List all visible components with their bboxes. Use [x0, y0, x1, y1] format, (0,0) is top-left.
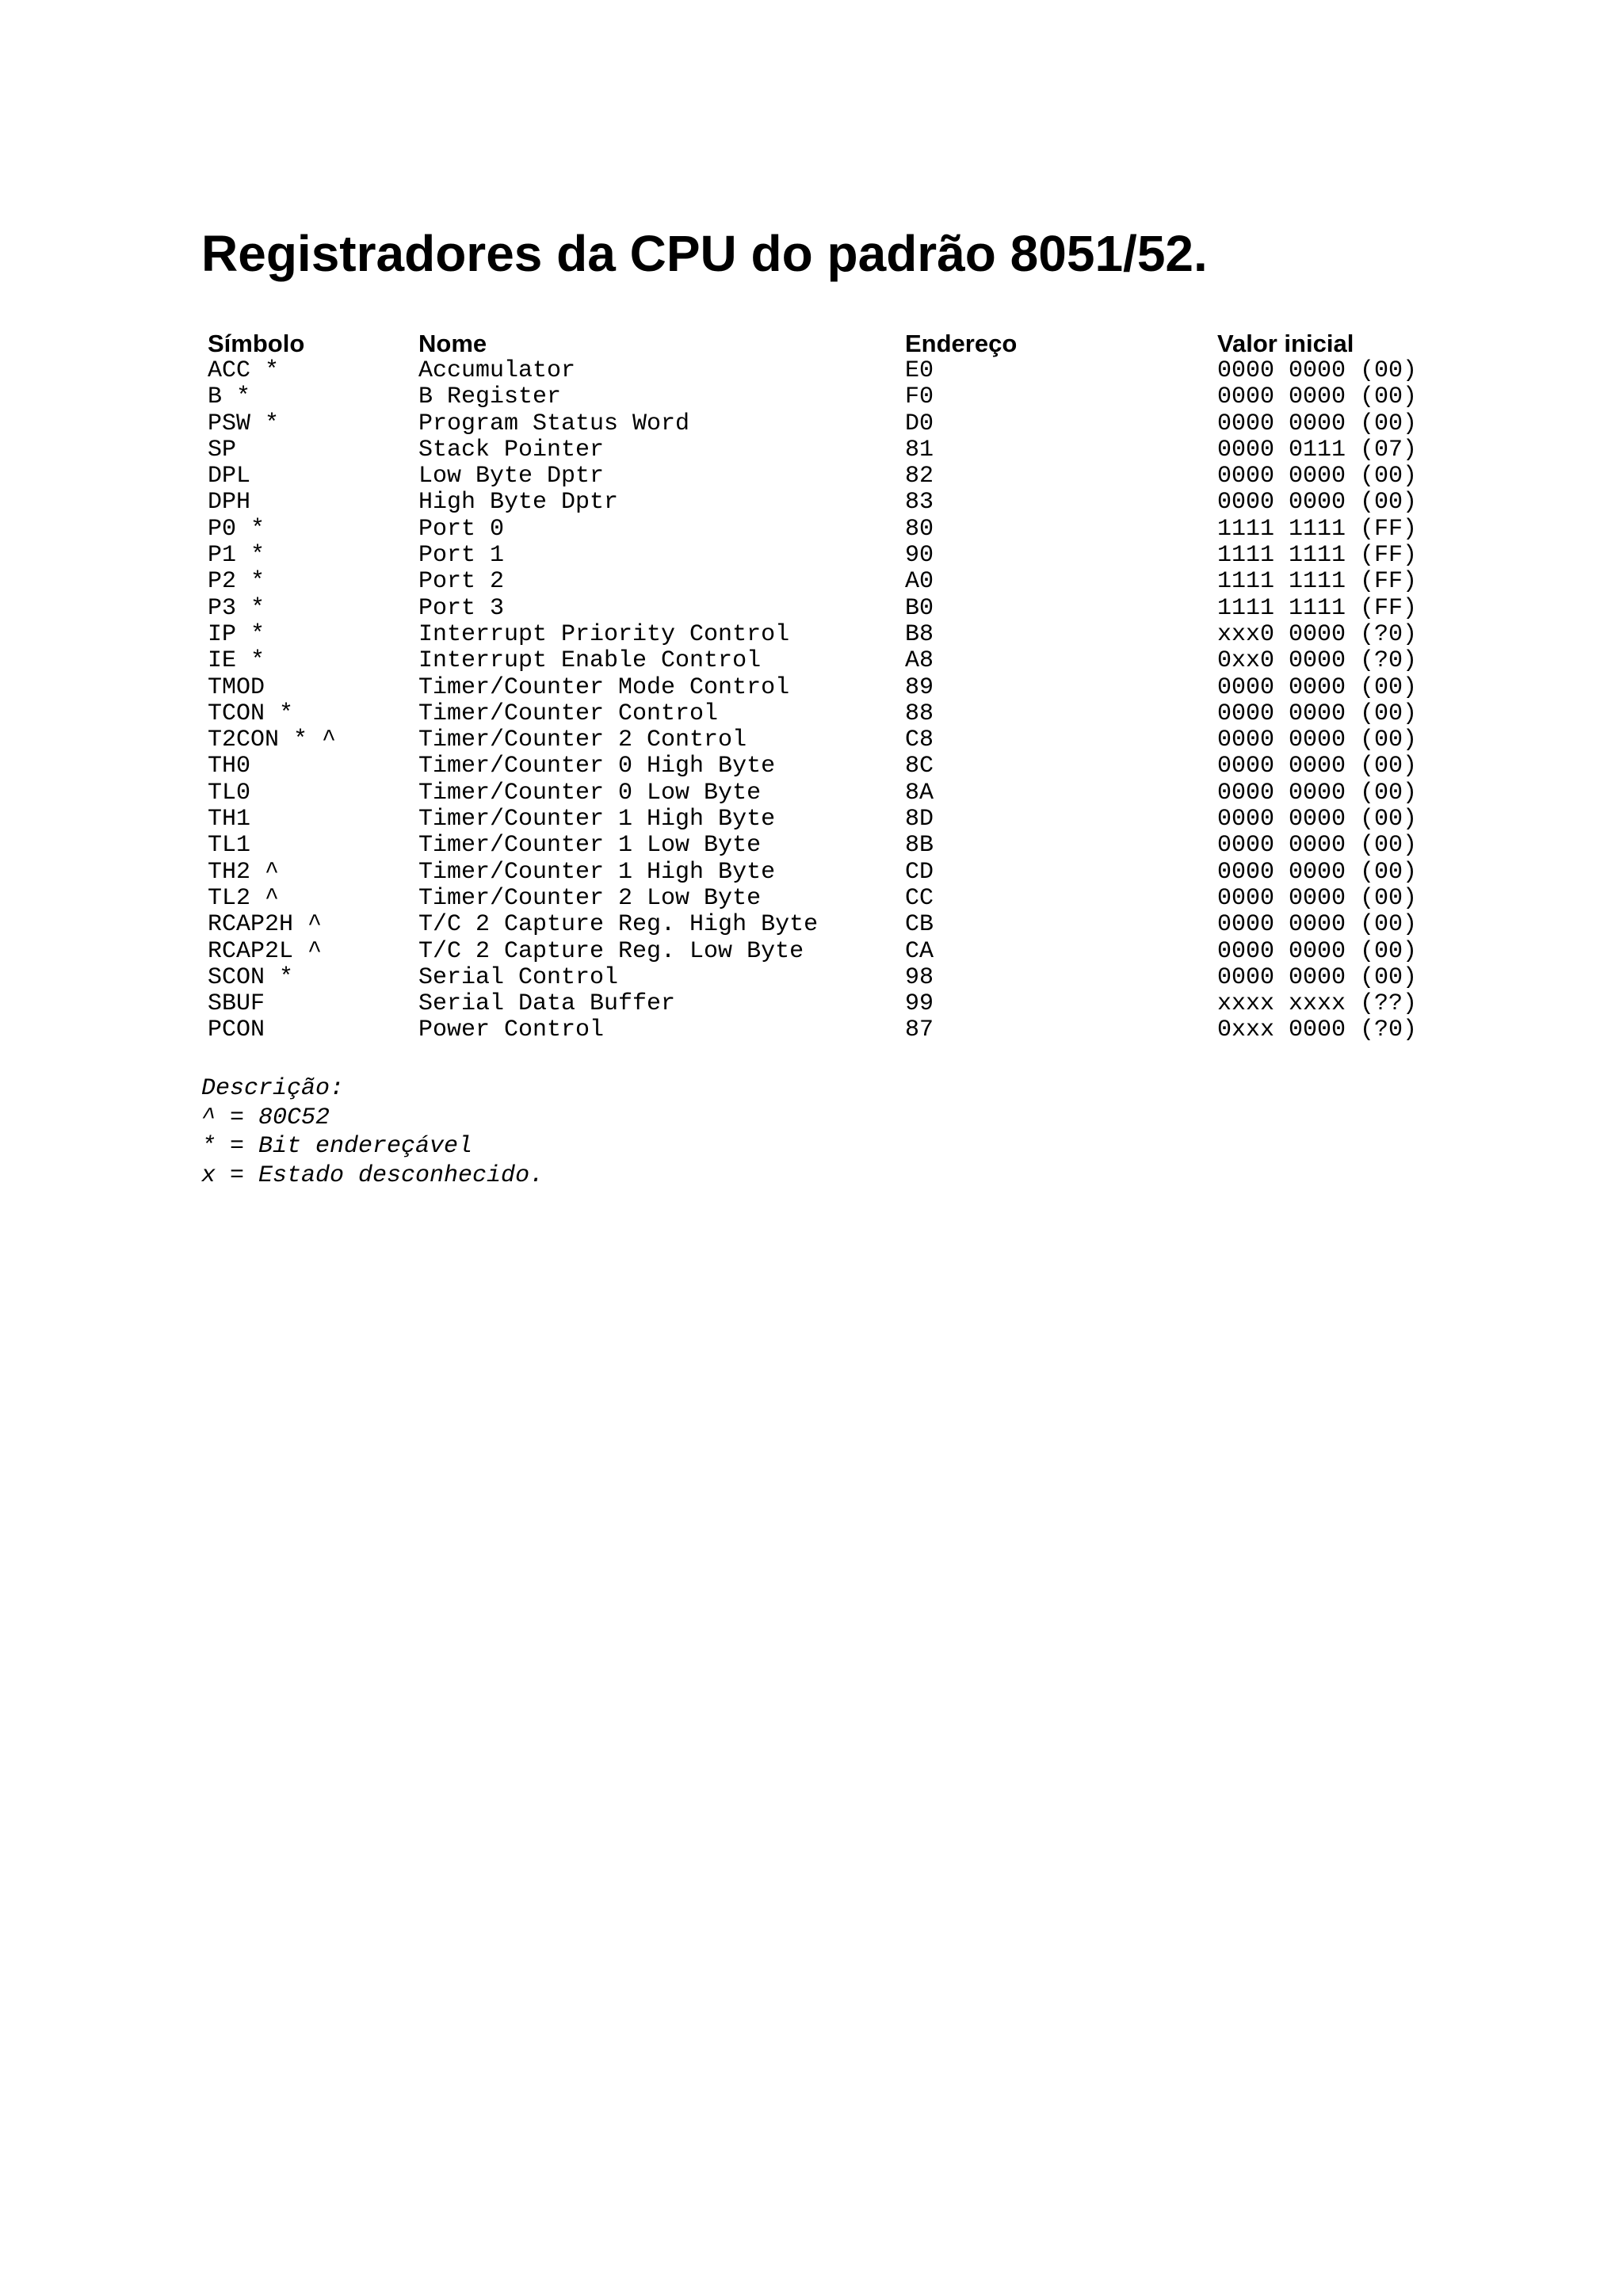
- cell-symbol: DPH: [208, 489, 251, 517]
- cell-address: 83: [905, 489, 934, 517]
- cell-initial-value: 0000 0000 (00): [1217, 911, 1418, 939]
- cell-name: Timer/Counter Control: [418, 700, 719, 727]
- cell-initial-value: 1111 1111 (FF): [1217, 515, 1418, 543]
- table-row: [208, 807, 1455, 833]
- table-row: [208, 860, 1455, 886]
- cell-name: Program Status Word: [418, 410, 690, 437]
- cell-address: 88: [905, 700, 934, 727]
- table-row: [208, 517, 1455, 543]
- cell-initial-value: 0000 0000 (00): [1217, 753, 1418, 780]
- cell-address: 8B: [905, 832, 934, 860]
- cell-symbol: B *: [208, 383, 251, 411]
- cell-symbol: TH0: [208, 753, 251, 780]
- cell-address: 89: [905, 673, 934, 701]
- table-row: [208, 569, 1455, 595]
- table-row: [208, 648, 1455, 674]
- cell-initial-value: 0000 0000 (00): [1217, 832, 1418, 860]
- cell-initial-value: 0000 0000 (00): [1217, 410, 1418, 437]
- cell-symbol: IP *: [208, 620, 265, 648]
- table-row: [208, 463, 1455, 490]
- page-title: Registradores da CPU do padrão 8051/52.: [201, 225, 1208, 282]
- cell-name: Timer/Counter 0 Low Byte: [418, 779, 762, 807]
- cell-initial-value: 0000 0000 (00): [1217, 937, 1418, 965]
- cell-symbol: RCAP2L ^: [208, 937, 323, 965]
- cell-address: E0: [905, 357, 934, 384]
- cell-name: Port 2: [418, 568, 505, 596]
- cell-name: Timer/Counter 1 High Byte: [418, 806, 776, 833]
- cell-symbol: IE *: [208, 647, 265, 675]
- cell-initial-value: 0000 0000 (00): [1217, 357, 1418, 384]
- cell-symbol: TMOD: [208, 673, 265, 701]
- cell-address: 80: [905, 515, 934, 543]
- cell-name: Timer/Counter 2 Control: [418, 727, 747, 754]
- table-row: [208, 1017, 1455, 1043]
- cell-address: 90: [905, 542, 934, 570]
- cell-address: 82: [905, 463, 934, 490]
- cell-symbol: SBUF: [208, 990, 265, 1018]
- table-row: [208, 939, 1455, 965]
- table-header-row: [208, 330, 1455, 358]
- cell-initial-value: 0000 0000 (00): [1217, 383, 1418, 411]
- cell-address: D0: [905, 410, 934, 437]
- cell-symbol: RCAP2H ^: [208, 911, 323, 939]
- cell-initial-value: 0000 0000 (00): [1217, 489, 1418, 517]
- cell-address: B8: [905, 620, 934, 648]
- cell-name: Timer/Counter 2 Low Byte: [418, 884, 762, 912]
- cell-name: Serial Data Buffer: [418, 990, 676, 1018]
- cell-initial-value: 0000 0000 (00): [1217, 806, 1418, 833]
- cell-name: Timer/Counter Mode Control: [418, 673, 790, 701]
- cell-symbol: SP: [208, 436, 237, 463]
- cell-initial-value: 0xx0 0000 (?0): [1217, 647, 1418, 675]
- cell-address: C8: [905, 727, 934, 754]
- cell-initial-value: 0000 0000 (00): [1217, 963, 1418, 991]
- cell-name: Interrupt Enable Control: [418, 647, 762, 675]
- cell-address: 87: [905, 1016, 934, 1044]
- cell-name: B Register: [418, 383, 562, 411]
- cell-name: T/C 2 Capture Reg. High Byte: [418, 911, 819, 939]
- cell-address: CB: [905, 911, 934, 939]
- cell-address: 98: [905, 963, 934, 991]
- cell-symbol: TCON *: [208, 700, 294, 727]
- cell-name: Timer/Counter 1 High Byte: [418, 858, 776, 886]
- cell-symbol: TH2 ^: [208, 858, 280, 886]
- table-row: [208, 411, 1455, 437]
- table-row: [208, 753, 1455, 780]
- cell-initial-value: xxxx xxxx (??): [1217, 990, 1418, 1018]
- cell-symbol: P1 *: [208, 542, 265, 570]
- cell-address: 81: [905, 436, 934, 463]
- table-row: [208, 701, 1455, 727]
- cell-symbol: P0 *: [208, 515, 265, 543]
- cell-address: 8C: [905, 753, 934, 780]
- cell-name: Serial Control: [418, 963, 619, 991]
- table-row: [208, 833, 1455, 859]
- cell-address: 8A: [905, 779, 934, 807]
- cell-name: Port 0: [418, 515, 505, 543]
- cell-symbol: TL1: [208, 832, 251, 860]
- cell-address: 8D: [905, 806, 934, 833]
- table-row: [208, 912, 1455, 938]
- header-address: Endereço: [905, 330, 1018, 357]
- register-rows: [208, 358, 1455, 1044]
- cell-initial-value: 0000 0000 (00): [1217, 463, 1418, 490]
- cell-initial-value: 0000 0000 (00): [1217, 673, 1418, 701]
- legend: [201, 1074, 544, 1190]
- cell-name: T/C 2 Capture Reg. Low Byte: [418, 937, 804, 965]
- cell-symbol: P3 *: [208, 594, 265, 622]
- cell-name: Timer/Counter 0 High Byte: [418, 753, 776, 780]
- table-row: [208, 886, 1455, 912]
- table-row: [208, 965, 1455, 991]
- cell-name: Timer/Counter 1 Low Byte: [418, 832, 762, 860]
- cell-initial-value: 1111 1111 (FF): [1217, 568, 1418, 596]
- table-row: [208, 490, 1455, 516]
- cell-symbol: TL0: [208, 779, 251, 807]
- cell-initial-value: 0000 0000 (00): [1217, 779, 1418, 807]
- table-row: [208, 384, 1455, 410]
- cell-address: F0: [905, 383, 934, 411]
- cell-symbol: ACC *: [208, 357, 280, 384]
- register-table: [208, 330, 1455, 1044]
- cell-initial-value: 1111 1111 (FF): [1217, 542, 1418, 570]
- cell-initial-value: 0000 0000 (00): [1217, 700, 1418, 727]
- cell-initial-value: 0xxx 0000 (?0): [1217, 1016, 1418, 1044]
- header-symbol: Símbolo: [208, 330, 305, 357]
- cell-initial-value: 0000 0111 (07): [1217, 436, 1418, 463]
- cell-symbol: T2CON * ^: [208, 727, 337, 754]
- cell-initial-value: 0000 0000 (00): [1217, 858, 1418, 886]
- header-initial-value: Valor inicial: [1217, 330, 1354, 357]
- cell-name: Interrupt Priority Control: [418, 620, 790, 648]
- cell-name: Accumulator: [418, 357, 576, 384]
- table-row: [208, 543, 1455, 569]
- cell-address: CD: [905, 858, 934, 886]
- table-row: [208, 358, 1455, 384]
- cell-initial-value: 0000 0000 (00): [1217, 884, 1418, 912]
- cell-name: Port 3: [418, 594, 505, 622]
- cell-symbol: TH1: [208, 806, 251, 833]
- cell-symbol: PCON: [208, 1016, 265, 1044]
- cell-name: Port 1: [418, 542, 505, 570]
- cell-symbol: PSW *: [208, 410, 280, 437]
- table-row: [208, 991, 1455, 1017]
- table-row: [208, 437, 1455, 463]
- cell-address: 99: [905, 990, 934, 1018]
- cell-address: CA: [905, 937, 934, 965]
- legend-line: ^ = 80C52: [201, 1104, 330, 1131]
- legend-heading: Descrição:: [201, 1075, 345, 1102]
- cell-symbol: DPL: [208, 463, 251, 490]
- cell-name: Low Byte Dptr: [418, 463, 605, 490]
- table-row: [208, 675, 1455, 701]
- cell-address: CC: [905, 884, 934, 912]
- table-row: [208, 596, 1455, 622]
- table-row: [208, 622, 1455, 648]
- cell-address: A0: [905, 568, 934, 596]
- cell-initial-value: xxx0 0000 (?0): [1217, 620, 1418, 648]
- legend-line: x = Estado desconhecido.: [201, 1161, 544, 1189]
- cell-address: B0: [905, 594, 934, 622]
- cell-initial-value: 0000 0000 (00): [1217, 727, 1418, 754]
- cell-name: Stack Pointer: [418, 436, 605, 463]
- cell-address: A8: [905, 647, 934, 675]
- legend-line: * = Bit endereçável: [201, 1133, 473, 1160]
- cell-symbol: P2 *: [208, 568, 265, 596]
- cell-name: Power Control: [418, 1016, 605, 1044]
- cell-initial-value: 1111 1111 (FF): [1217, 594, 1418, 622]
- cell-symbol: SCON *: [208, 963, 294, 991]
- cell-name: High Byte Dptr: [418, 489, 619, 517]
- cell-symbol: TL2 ^: [208, 884, 280, 912]
- table-row: [208, 780, 1455, 807]
- header-name: Nome: [418, 330, 487, 357]
- table-row: [208, 727, 1455, 753]
